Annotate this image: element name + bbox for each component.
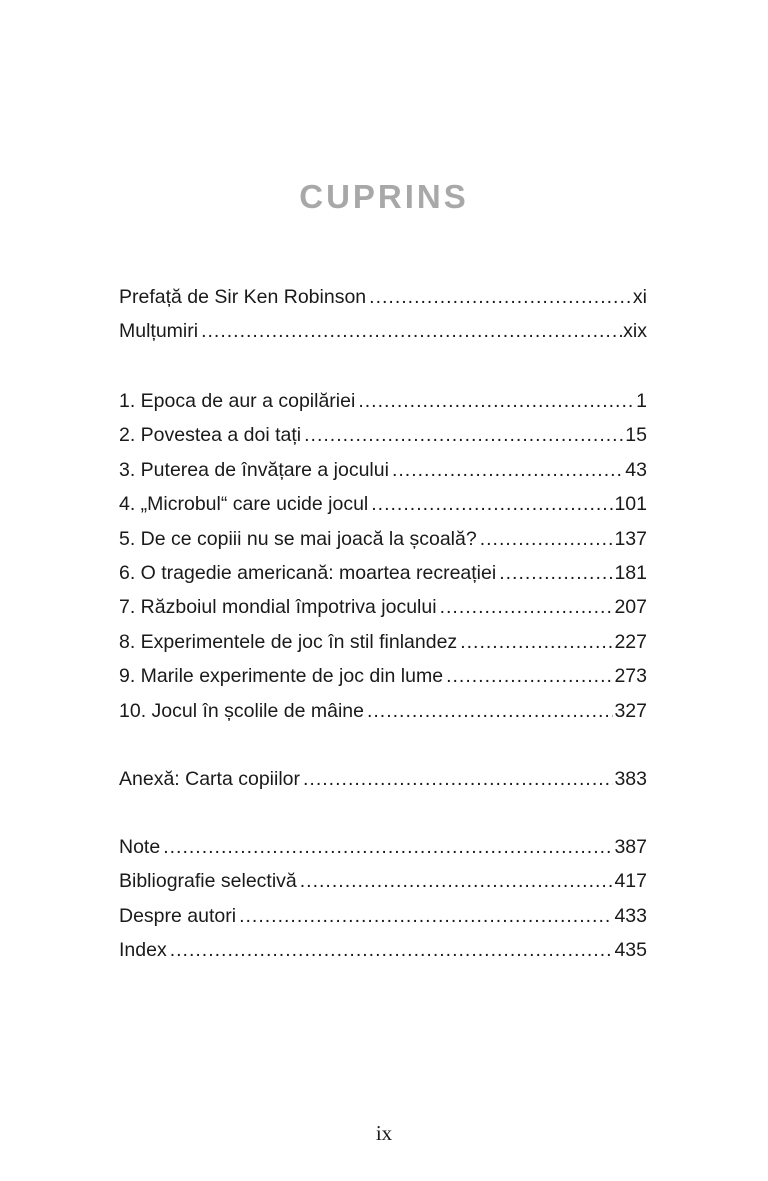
dot-leader: [446, 659, 613, 693]
toc-entry-page: 227: [614, 630, 647, 653]
toc-entry-chapter-6: [119, 556, 647, 590]
toc-entry-label: 1. Epoca de aur a copilăriei: [119, 390, 356, 412]
toc-entry-bibliography: [119, 864, 647, 898]
toc-entry-index: [119, 933, 647, 967]
toc-entry-label: 5. De ce copiii nu se mai joacă la școală?: [119, 527, 477, 550]
dot-leader: [300, 864, 614, 898]
dot-leader: [460, 625, 613, 659]
toc-entry-page: 417: [614, 870, 647, 893]
toc-back-matter: [119, 830, 647, 968]
toc-entry-page: xi: [632, 286, 647, 308]
toc-entry-label: Bibliografie selectivă: [119, 870, 297, 893]
toc-entry-notes: [119, 830, 647, 864]
toc-entry-annex: [119, 762, 647, 796]
toc-entry-page: 1: [636, 390, 647, 412]
toc-entry-page: 137: [614, 527, 647, 550]
toc-entry-chapter-1: [119, 384, 647, 418]
toc-entry-chapter-7: [119, 590, 647, 624]
toc-entry-label: Note: [119, 836, 161, 858]
dot-leader: [440, 590, 614, 624]
toc-entry-label: 7. Războiul mondial împotriva jocului: [119, 596, 437, 619]
toc-entry-chapter-3: [119, 453, 647, 487]
toc-entry-page: 181: [614, 561, 647, 584]
toc-entry-label: Prefață de Sir Ken Robinson: [119, 286, 367, 308]
page-number: ix: [375, 1121, 393, 1145]
toc-entry-label: 9. Marile experimente de joc din lume: [119, 665, 444, 688]
toc-entry-label: 6. O tragedie americană: moartea recreației: [119, 561, 497, 584]
toc-entry-page: 43: [625, 458, 647, 481]
toc-entry-preface: [119, 280, 647, 314]
toc-annex: [119, 762, 647, 796]
toc-entry-page: 433: [614, 904, 647, 927]
toc-entry-page: 101: [614, 493, 647, 516]
dot-leader: [371, 487, 613, 521]
toc-entry-label: Index: [119, 939, 167, 962]
toc-chapters: [119, 384, 647, 728]
dot-leader: [163, 830, 613, 864]
toc-entry-chapter-5: [119, 522, 647, 556]
toc-entry-label: 10. Jocul în școlile de mâine: [119, 699, 364, 722]
toc-entry-label: Mulțumiri: [119, 320, 199, 343]
page-title: CUPRINS: [299, 178, 469, 215]
toc-entry-page: 273: [614, 665, 647, 688]
toc-entry-about-authors: [119, 899, 647, 933]
toc-entry-label: 8. Experimentele de joc în stil finlandez: [119, 630, 458, 653]
toc-entry-chapter-2: [119, 418, 647, 452]
toc-entry-label: 2. Povestea a doi tați: [119, 424, 302, 447]
dot-leader: [480, 522, 614, 556]
toc-entry-label: 4. „Microbul“ care ucide jocul: [119, 493, 369, 516]
toc-entry-page: 327: [614, 699, 647, 722]
toc-front-matter: [119, 280, 647, 349]
dot-leader: [369, 280, 632, 314]
toc-entry-page: 207: [614, 596, 647, 619]
toc-entry-chapter-9: [119, 659, 647, 693]
dot-leader: [303, 762, 613, 796]
dot-leader: [304, 418, 624, 452]
dot-leader: [367, 694, 613, 728]
toc-entry-page: 435: [614, 939, 647, 962]
dot-leader: [358, 384, 635, 418]
toc-entry-page: 15: [625, 424, 647, 447]
dot-leader: [239, 899, 613, 933]
toc-entry-page: 383: [614, 768, 647, 790]
toc-entry-chapter-10: [119, 694, 647, 728]
toc-entry-label: 3. Puterea de învățare a jocului: [119, 458, 389, 481]
toc-entry-label: Despre autori: [119, 904, 237, 927]
dot-leader: [170, 933, 614, 967]
dot-leader: [499, 556, 613, 590]
dot-leader: [392, 453, 624, 487]
toc-entry-page: 387: [614, 836, 647, 858]
toc-entry-label: Anexă: Carta copiilor: [119, 768, 301, 790]
toc-entry-page: xix: [623, 320, 647, 343]
dot-leader: [201, 314, 622, 348]
toc-entry-chapter-4: [119, 487, 647, 521]
toc-entry-acknowledgements: [119, 314, 647, 348]
toc-entry-chapter-8: [119, 625, 647, 659]
